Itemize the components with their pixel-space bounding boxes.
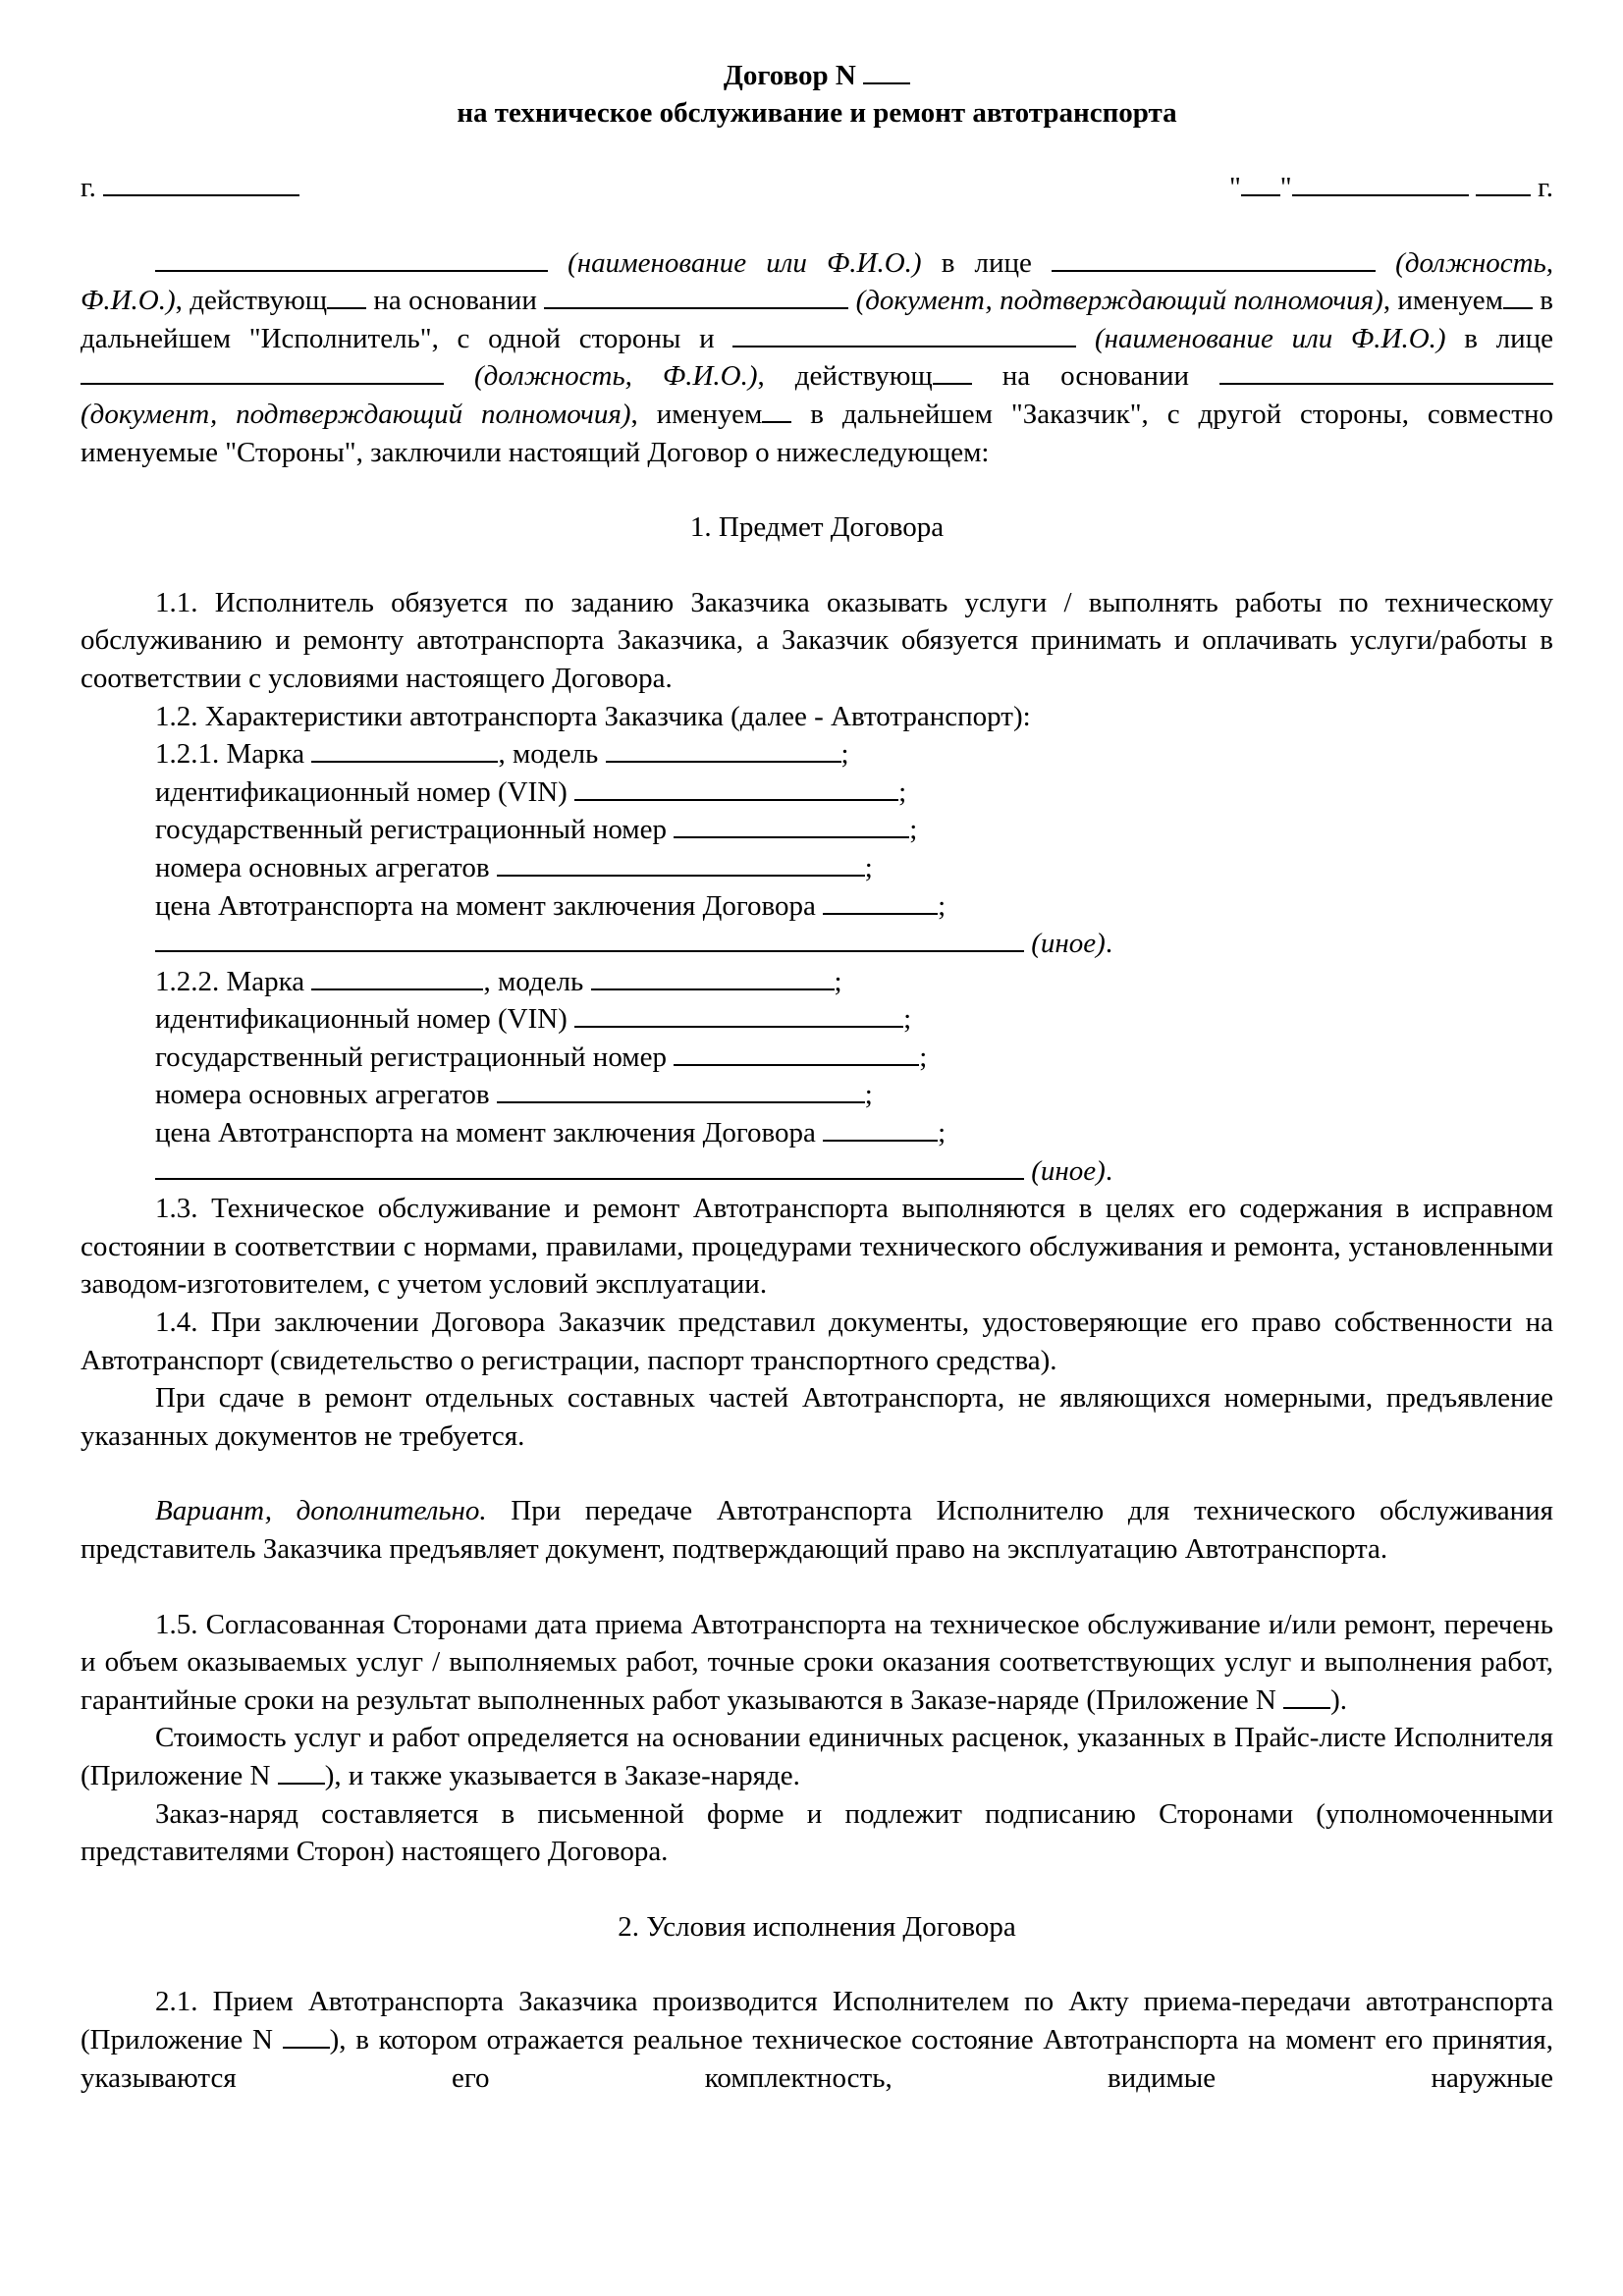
other-blank — [155, 1154, 1024, 1180]
clause-1-5-cost: Стоимость услуг и работ определяется на основании единичных расценок, указанных в Прайс-листе Исполнителя (Приложение N ), и также указывается в Заказе-наряде. — [81, 1722, 1553, 1791]
document-subtitle: на техническое обслуживание и ремонт автотранспорта — [457, 97, 1177, 129]
clause-1-1: 1.1. Исполнитель обязуется по заданию Заказчика оказывать услуги / выполнять работы по техническому обслуживанию и ремонту автотранспорта Заказчика, а Заказчик обязуется принимать и оплачивать услуги/работы в соответствии с условиями настоящего Договора. — [81, 586, 1553, 694]
vehicle-2-block: 1.2.2. Марка , модель ; идентификационный номер (VIN) ; государственный регистрационный номер ; номера основных агрегатов ; цена Автотранспорта на момент заключения Договора ; (иное). — [155, 965, 1113, 1187]
vin-blank — [574, 1002, 903, 1028]
appendix-number-blank — [278, 1759, 325, 1785]
variant-label: Вариант, дополнительно. — [155, 1495, 487, 1527]
clause-1-5-order: Заказ-наряд составляется в письменной форме и подлежит подписанию Сторонами (уполномоченными представителями Сторон) настоящего Договора. — [81, 1797, 1553, 1868]
units-blank — [497, 851, 865, 877]
document-content — [81, 57, 1553, 2097]
contract-number-blank — [863, 59, 910, 84]
city-blank — [103, 171, 299, 196]
day-blank — [1241, 171, 1280, 196]
document-title: Договор N на техническое обслуживание и ремонт автотранспорта — [457, 60, 1177, 129]
city-field: г. — [81, 169, 299, 207]
date-field: " " г. — [1228, 172, 1553, 203]
month-blank — [1292, 171, 1469, 196]
model-blank — [591, 965, 835, 990]
appendix-number-blank — [1283, 1683, 1330, 1709]
reg-number-blank — [674, 813, 909, 838]
vehicle-1-block: 1.2.1. Марка , модель ; идентификационный номер (VIN) ; государственный регистрационный номер ; номера основных агрегатов ; цена Автотранспорта на момент заключения Договора ; (иное). — [155, 738, 1113, 960]
year-blank — [1476, 171, 1531, 196]
price-blank — [823, 889, 938, 915]
price-blank — [823, 1116, 938, 1142]
other-blank — [155, 927, 1024, 952]
appendix-number-blank — [283, 2023, 330, 2049]
place-date-row — [81, 169, 1553, 207]
reg-number-blank — [674, 1041, 919, 1066]
clause-1-3: 1.3. Техническое обслуживание и ремонт Автотранспорта выполняются в целях его содержания в исправном состоянии в соответствии с нормами, правилами, процедурами технического обслуживания и ремонта, установленными заводом-изготовителем, с учетом условий эксплуатации. — [81, 1193, 1553, 1301]
model-blank — [606, 737, 841, 763]
units-blank — [497, 1078, 865, 1103]
clause-1-5: 1.5. Согласованная Сторонами дата приема Автотранспорта на техническое обслуживание и/или ремонт, перечень и объем оказываемых услуг / выполняемых работ, точные сроки оказания соответствующих услуг и выполнения работ, гарантийные сроки на результат выполненных работ указываются в Заказе-наряде (Приложение N ). — [81, 1608, 1553, 1716]
preamble-paragraph: (наименование или Ф.И.О.) в лице (должность, Ф.И.О.), действующ на основании (документ, подтверждающий полномочия), именуем в дальнейшем "Исполнитель", с одной стороны и (наименование или Ф.И.О.) в лице (должность, Ф.И.О.), действующ на основании (документ, подтверждающий полномочия), именуем в дальнейшем "Заказчик", с другой стороны, совместно именуемые "Стороны", заключили настоящий Договор о нижеследующем: — [81, 246, 1554, 468]
section-2-heading: 2. Условия исполнения Договора — [618, 1910, 1016, 1943]
clause-2-1: 2.1. Прием Автотранспорта Заказчика производится Исполнителем по Акту приема-передачи автотранспорта (Приложение N ), в котором отражается реальное техническое состояние Автотранспорта на момент его принятия, указываются его комплектность, видимые наружные — [81, 1986, 1554, 2094]
brand-blank — [311, 965, 483, 990]
variant-paragraph: Вариант, дополнительно. При передаче Автотранспорта Исполнителю для технического обслуживания представитель Заказчика предъявляет документ, подтверждающий право на эксплуатацию Автотранспорта. — [81, 1495, 1553, 1565]
brand-blank — [311, 737, 498, 763]
clause-1-4: 1.4. При заключении Договора Заказчик представил документы, удостоверяющие его право собственности на Автотранспорт (свидетельство о регистрации, паспорт транспортного средства). — [81, 1307, 1553, 1376]
clause-1-2: 1.2. Характеристики автотранспорта Заказчика (далее - Автотранспорт): — [155, 700, 1031, 732]
section-1-heading: 1. Предмет Договора — [689, 511, 945, 544]
clause-1-4-note: При сдаче в ремонт отдельных составных частей Автотранспорта, не являющихся номерными, предъявление указанных документов не требуется. — [81, 1382, 1553, 1452]
vin-blank — [574, 775, 898, 801]
